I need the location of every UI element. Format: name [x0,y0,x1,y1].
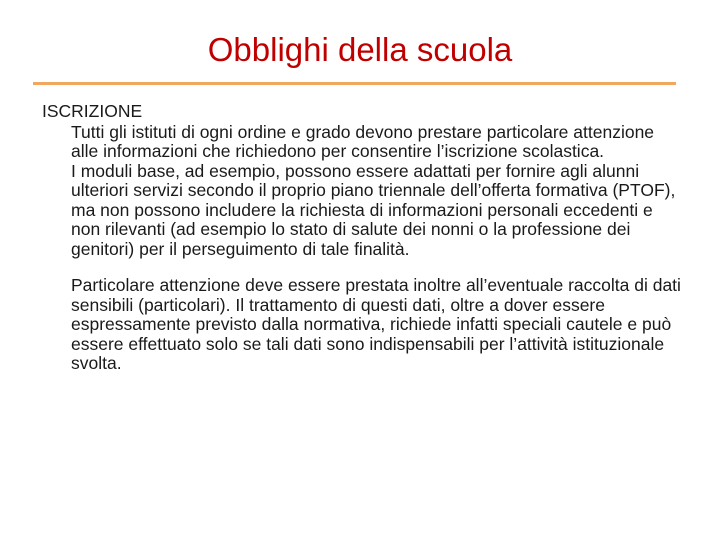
title-divider [33,82,676,85]
paragraph-moduli: I moduli base, ad esempio, possono essere adattati per fornire agli alunni ulteriori servizi secondo il proprio piano triennale dell’offerta formativa (PTOF), ma non possono includere la richiesta di informazioni personali eccedenti e non rilevanti (ad esempio lo stato di salute dei nonni o la professione dei genitori) per il perseguimento di tale finalità. [71,160,676,259]
paragraph-iscrizione: Tutti gli istituti di ogni ordine e grado devono prestare particolare attenzione alle informazioni che richiedono per consentire l’iscrizione scolastica. [71,121,655,161]
section-heading: ISCRIZIONE [42,101,143,121]
slide-title: Obblighi della scuola [207,31,513,68]
slide-body [42,102,682,374]
paragraph-dati-sensibili: Particolare attenzione deve essere prestata inoltre all’eventuale raccolta di dati sensibili (particolari). Il trattamento di questi dati, oltre a dover essere espressamente previsto dalla normativa, richiede infatti speciali cautele e può essere effettuato solo se tali dati sono indispensabili per l’attività istituzionale svolta. [71,275,681,373]
paragraph-spacer [42,259,682,276]
